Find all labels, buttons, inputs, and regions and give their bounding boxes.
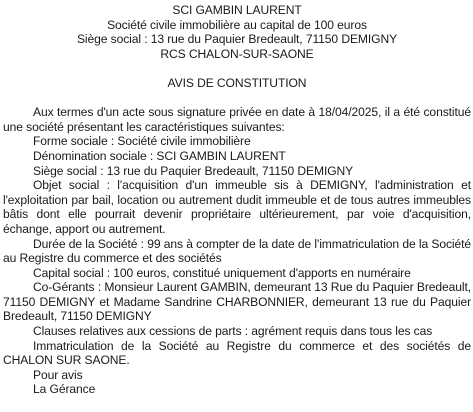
registration-paragraph: Immatriculation de la Société au Registre du commerce et des sociétés de CHALON SUR SAONE.	[3, 338, 471, 368]
clauses-paragraph: Clauses relatives aux cessions de parts : agrément requis dans tous les cas	[33, 324, 433, 339]
capital-paragraph: Capital social : 100 euros, constitué uniquement d'apports en numéraire	[33, 265, 411, 280]
company-name: SCI GAMBIN LAURENT	[172, 3, 302, 17]
pour-avis-line: Pour avis	[33, 367, 83, 382]
denomination-paragraph: Dénomination sociale : SCI GAMBIN LAURENT	[33, 148, 286, 163]
notice-title: AVIS DE CONSTITUTION	[167, 75, 307, 90]
signature-line: La Gérance	[33, 382, 96, 397]
registered-office-paragraph: Siège social : 13 rue du Paquier Bredeault, 71150 DEMIGNY	[33, 163, 354, 178]
spacer	[3, 61, 471, 76]
intro-paragraph: Aux termes d'un acte sous signature privée en date à 18/04/2025, il a été constitué une société présentant les caractéristiques suivantes:	[3, 105, 471, 134]
purpose-paragraph: Objet social : l'acquisition d'un immeuble sis à DEMIGNY, l'administration et l'exploitation par bail, location ou autrement dudit immeuble et de tous autres immeubles bâtis dont elle pourrait devenir propriétaire ultérieurement, par voie d'acquisition, échange, apport ou autrement.	[3, 178, 471, 236]
legal-form-paragraph: Forme sociale : Société civile immobilière	[33, 134, 251, 149]
duration-paragraph: Durée de la Société : 99 ans à compter de la date de l'immatriculation de la Société au Registre du commerce et des sociétés	[3, 236, 471, 266]
rcs-line: RCS CHALON-SUR-SAONE	[160, 46, 314, 61]
managers-paragraph: Co-Gérants : Monsieur Laurent GAMBIN, demeurant 13 Rue du Paquier Bredeault, 71150 DEMIGNY et Madame Sandrine CHARBONNIER, demeurant 13 rue du Paquier Bredeault, 71150 DEMIGNY	[3, 280, 471, 324]
legal-form-line: Société civile immobilière au capital de 100 euros	[107, 17, 367, 32]
registered-office-line: Siège social : 13 rue du Paquier Bredeault, 71150 DEMIGNY	[76, 32, 398, 47]
spacer	[3, 91, 471, 106]
